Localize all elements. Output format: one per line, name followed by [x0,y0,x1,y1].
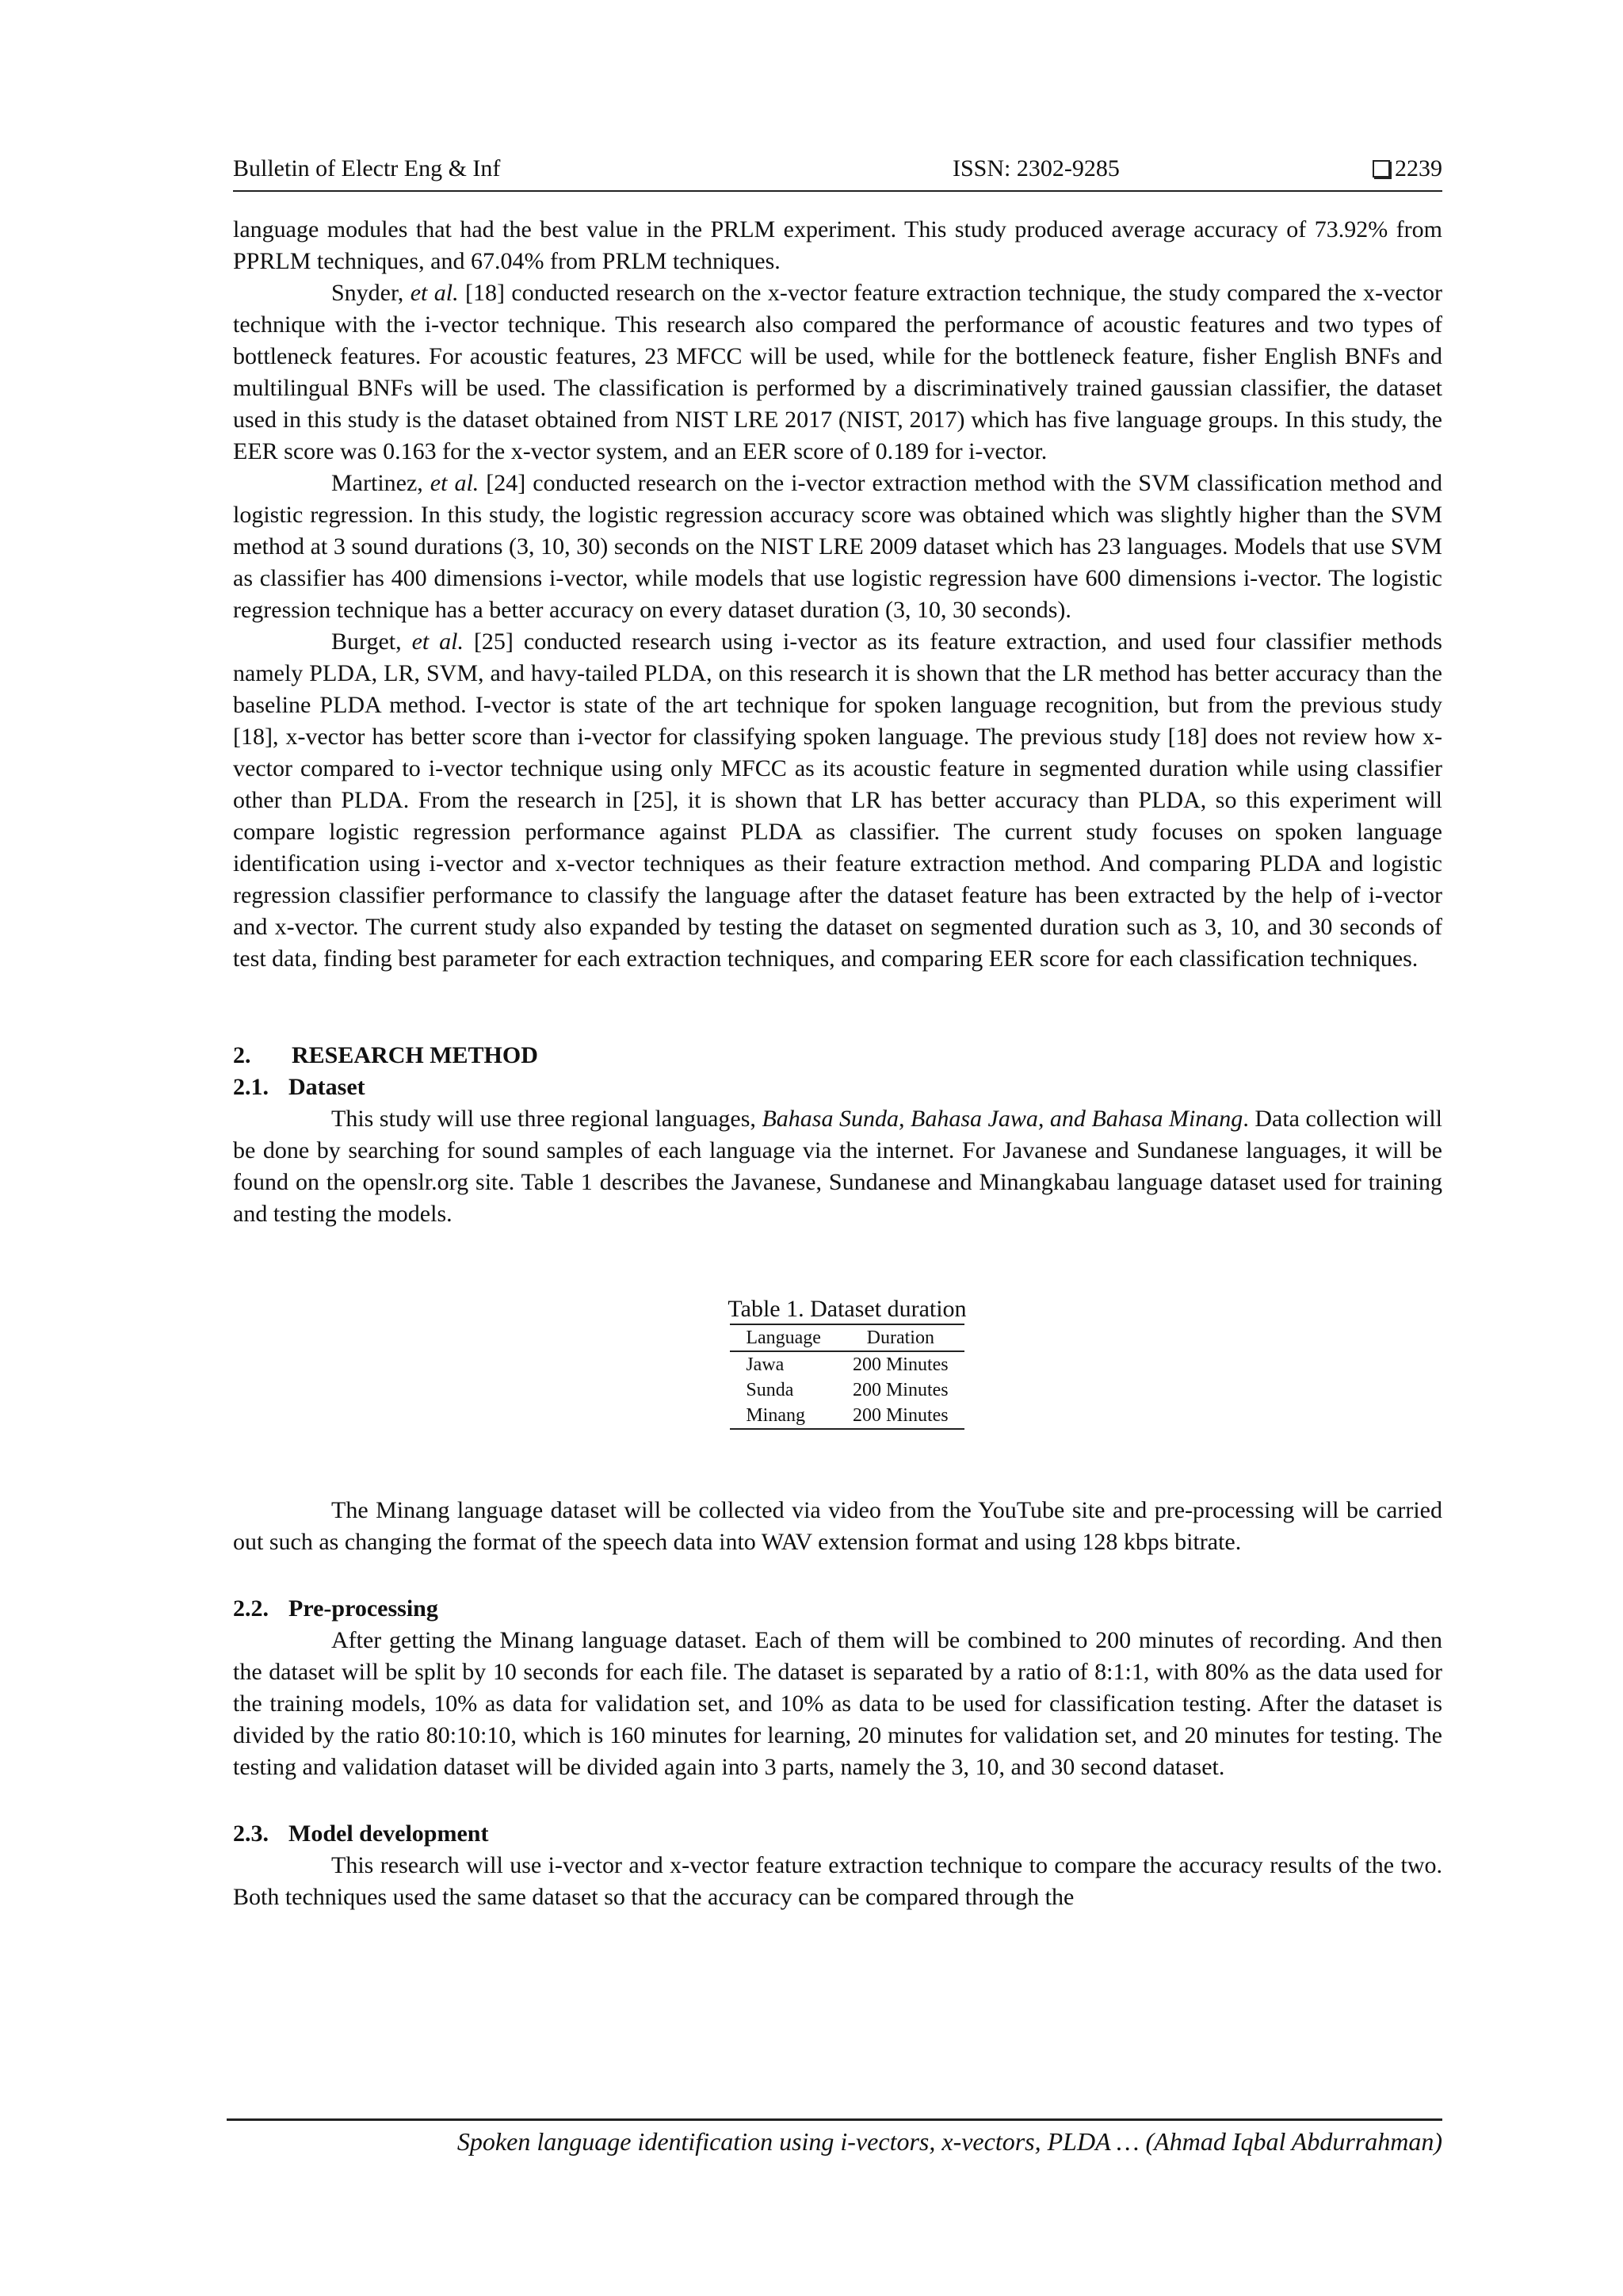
paragraph-minang: The Minang language dataset will be collected via video from the YouTube site and pre-processing will be carried out such as changing the format of the speech data into WAV extension format and using 128 kbps bitrate. [233,1497,1442,1555]
languages-italic: Bahasa Sunda, Bahasa Jawa, and Bahasa Minang [762,1106,1243,1132]
table-row [730,1377,964,1403]
section-number: 2. [233,1042,251,1068]
table-header-row [730,1324,964,1351]
paragraph-martinez [233,468,1442,626]
subsection-heading-preprocessing [233,1593,1442,1625]
paragraph-dataset [233,1103,1442,1230]
paragraph-preprocessing: After getting the Minang language dataset. Each of them will be combined to 200 minutes of recording. And then the dataset will be split by 10 seconds for each file. The dataset is separated by a ratio of 8:1:1, with 80% as the data used for the training models, 10% as data for validation set, and 10% as data to be used for classification testing. After the dataset is divided by the ratio 80:10:10, which is 160 minutes for learning, 20 minutes for validation set, and 20 minutes for testing. The testing and validation dataset will be divided again into 3 parts, namely the 3, 10, and 30 second dataset. [233,1627,1442,1780]
column-header-duration: Duration [837,1324,964,1351]
subsection-number: 2.2. [233,1595,269,1622]
paragraph-snyder-text: [18] conducted research on the x-vector feature extraction technique, the study compared the x-vector technique with the i-vector technique. This research also compared the performance of acoustic features and two types of bottleneck features. For acoustic features, 23 MFCC will be used, while for the bottleneck feature, fisher English BNFs and multilingual BNFs will be used. The classification is performed by a discriminatively trained gaussian classifier, the dataset used in this study is the dataset obtained from NIST LRE 2017 (NIST, 2017) which has five language groups. In this study, the EER score was 0.163 for the x-vector system, and an EER score of 0.189 for i-vector. [233,280,1442,464]
paragraph-dataset-text-b: . Data collection will be done by searching for sound samples of each language via the internet. For Javanese and Sundanese languages, it will be found on the openslr.org site. Table 1 describes the Javanese, Sundanese and Minangkabau language dataset used for training and testing the models. [233,1106,1442,1227]
subsection-number: 2.1. [233,1074,269,1100]
author-martinez: Martinez, [331,470,430,496]
running-footer: Spoken language identification using i-vectors, x-vectors, PLDA … (Ahmad Iqbal Abdurrahman) [227,2118,1442,2157]
paragraph-model-development: This research will use i-vector and x-vector feature extraction technique to compare the accuracy results of the two. Both techniques used the same dataset so that the accuracy can be compared through the [233,1852,1442,1910]
page-number [1373,155,1442,182]
table-row [730,1403,964,1429]
square-box-icon [1373,160,1390,178]
spacer [233,975,1442,1040]
cell-language: Jawa [746,1354,785,1375]
author-burget: Burget, [331,628,412,655]
et-al: et al. [430,470,479,496]
paragraph-burget-text: [25] conducted research using i-vector as its feature extraction, and used four classifier methods namely PLDA, LR, SVM, and havy-tailed PLDA, on this research it is shown that the LR method has better accuracy than the baseline PLDA method. I-vector is state of the art technique for spoken language recognition, but from the previous study [18], x-vector has better score than i-vector for classifying spoken language. The previous study [18] does not review how x-vector compared to i-vector technique using only MFCC as its acoustic feature in segmented duration while using classifier other than PLDA. From the research in [25], it is shown that LR has better accuracy than PLDA, so this experiment will compare logistic regression performance against PLDA as classifier. The current study focuses on spoken language identification using i-vector and x-vector techniques as their feature extraction method. And comparing PLDA and logistic regression classifier performance to classify the language after the dataset feature has been extracted by the help of i-vector and x-vector. The current study also expanded by testing the dataset on segmented duration such as 3, 10, and 30 seconds of test data, finding best parameter for each extraction techniques, and comparing EER score for each classification techniques. [233,628,1442,972]
subsection-heading-dataset [233,1072,1442,1103]
spacer [233,1430,1442,1495]
subsection-title: Dataset [288,1074,365,1100]
running-header [233,154,1442,192]
cell-duration: 200 Minutes [837,1403,964,1429]
cell-language: Minang [730,1403,837,1429]
issn: ISSN: 2302-9285 [953,155,1120,181]
journal-name: Bulletin of Electr Eng & Inf [233,155,501,181]
et-al: et al. [410,280,459,306]
paragraph-continued: language modules that had the best value in the PRLM experiment. This study produced average accuracy of 73.92% from PPRLM techniques, and 67.04% from PRLM techniques. [233,216,1442,274]
subsection-heading-model-development [233,1818,1442,1850]
table-1 [252,1295,1442,1430]
spacer [233,1230,1442,1295]
cell-duration: 200 Minutes [852,1380,949,1400]
paragraph-martinez-text: [24] conducted research on the i-vector extraction method with the SVM classification method and logistic regression. In this study, the logistic regression accuracy score was obtained which was slightly higher than the SVM method at 3 sound durations (3, 10, 30) seconds on the NIST LRE 2009 dataset which has 23 languages. Models that use SVM as classifier has 400 dimensions i-vector, while models that use logistic regression have 600 dimensions i-vector. The logistic regression technique has a better accuracy on every dataset duration (3, 10, 30 seconds). [233,470,1443,623]
author-snyder: Snyder, [331,280,411,306]
column-header-language: Language [730,1324,837,1351]
section-heading-research-method [233,1040,1442,1072]
spacer [233,1558,1442,1593]
spacer [233,1783,1442,1818]
dataset-duration-table [730,1324,964,1430]
table-row [730,1351,964,1377]
paragraph-burget [233,626,1442,975]
cell-duration: 200 Minutes [852,1354,949,1375]
subsection-title: Model development [288,1820,489,1847]
paragraph-snyder [233,277,1442,468]
paragraph-dataset-text-a: This study will use three regional languages, [331,1106,762,1132]
table-caption: Table 1. Dataset duration [727,1296,967,1322]
cell-language: Sunda [746,1380,794,1400]
subsection-title: Pre-processing [288,1595,438,1622]
page-number-text: 2239 [1395,155,1442,181]
subsection-number: 2.3. [233,1820,269,1847]
et-al: et al. [411,628,464,655]
page-body [233,214,1442,1913]
section-title: RESEARCH METHOD [292,1042,538,1068]
